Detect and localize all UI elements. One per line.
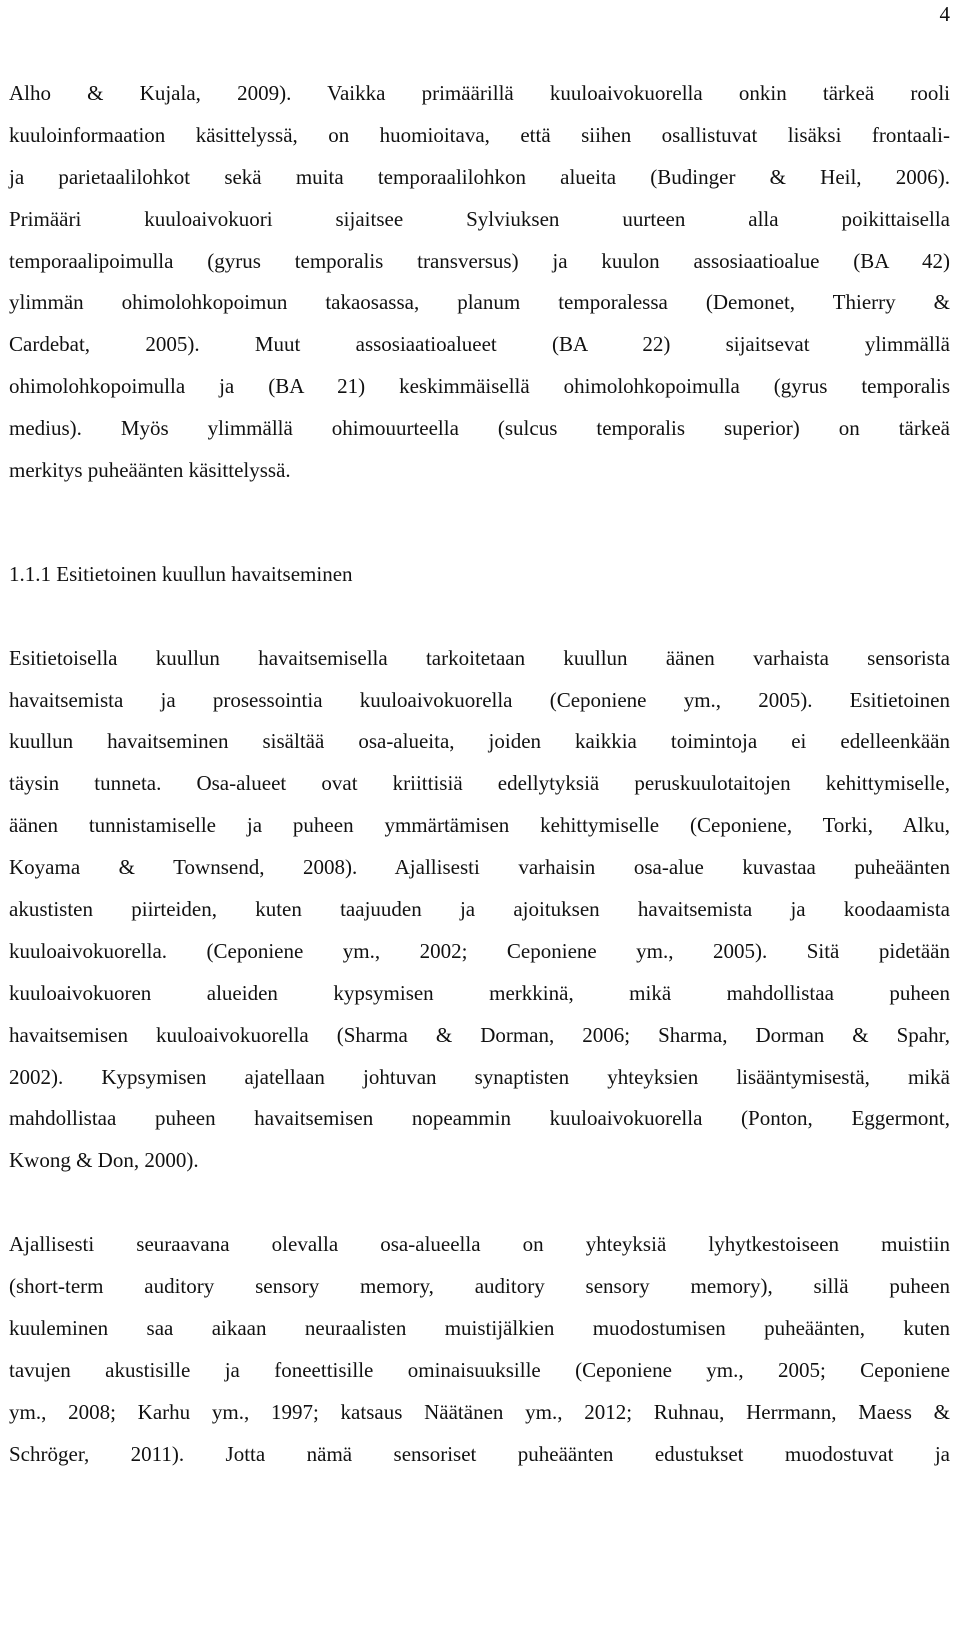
section-heading: 1.1.1 Esitietoinen kuullun havaitseminen	[9, 561, 353, 586]
text-line: Primääri kuuloaivokuori sijaitsee Sylviuksen uurteen alla poikittaisella	[9, 206, 950, 231]
text-line: kuuloinformaation käsittelyssä, on huomioitava, että siihen osallistuvat lisäksi frontaali-	[9, 122, 950, 147]
spacer	[9, 1182, 950, 1224]
text-line: Koyama & Townsend, 2008). Ajallisesti varhaisin osa-alue kuvastaa puheäänten	[9, 855, 950, 880]
paragraph-3	[9, 1224, 950, 1475]
text-line: täysin tunneta. Osa-alueet ovat kriittisiä edellytyksiä peruskuulotaitojen kehittymiselle,	[9, 771, 950, 796]
text-line: 2002). Kypsymisen ajatellaan johtuvan synaptisten yhteyksien lisääntymisestä, mikä	[9, 1064, 950, 1089]
text-line: Kwong & Don, 2000).	[9, 1148, 199, 1173]
text-line: akustisten piirteiden, kuten taajuuden ja ajoituksen havaitsemista ja koodaamista	[9, 897, 950, 922]
spacer	[9, 492, 950, 554]
text-line: ja parietaalilohkot sekä muita temporaalilohkon alueita (Budinger & Heil, 2006).	[9, 164, 950, 189]
text-line: merkitys puheäänten käsittelyssä.	[9, 458, 291, 483]
text-line: temporaalipoimulla (gyrus temporalis transversus) ja kuulon assosiaatioalue (BA 42)	[9, 248, 950, 273]
text-line: ylimmän ohimolohkopoimun takaosassa, planum temporalessa (Demonet, Thierry &	[9, 290, 950, 315]
text-line: Schröger, 2011). Jotta nämä sensoriset puheäänten edustukset muodostuvat ja	[9, 1441, 950, 1466]
text-line: kuuleminen saa aikaan neuraalisten muistijälkien muodostumisen puheäänten, kuten	[9, 1315, 950, 1340]
text-line: kuullun havaitseminen sisältää osa-alueita, joiden kaikkia toimintoja ei edelleenkään	[9, 729, 950, 754]
text-line: Ajallisesti seuraavana olevalla osa-alueella on yhteyksiä lyhytkestoiseen muistiin	[9, 1232, 950, 1257]
text-line: kuuloaivokuorella. (Ceponiene ym., 2002; Ceponiene ym., 2005). Sitä pidetään	[9, 938, 950, 963]
text-line: äänen tunnistamiselle ja puheen ymmärtämisen kehittymiselle (Ceponiene, Torki, Alku,	[9, 813, 950, 838]
spacer	[9, 596, 950, 638]
text-line: (short-term auditory sensory memory, auditory sensory memory), sillä puheen	[9, 1274, 950, 1299]
text-line: Alho & Kujala, 2009). Vaikka primäärillä kuuloaivokuorella onkin tärkeä rooli	[9, 81, 950, 105]
paragraph-1	[9, 73, 950, 492]
page-number: 4	[939, 2, 950, 26]
text-line: havaitsemisen kuuloaivokuorella (Sharma & Dorman, 2006; Sharma, Dorman & Spahr,	[9, 1022, 950, 1047]
text-line: tavujen akustisille ja foneettisille ominaisuuksille (Ceponiene ym., 2005; Ceponiene	[9, 1357, 950, 1382]
text-line: Esitietoisella kuullun havaitsemisella tarkoitetaan kuullun äänen varhaista sensorista	[9, 645, 950, 670]
text-line: mahdollistaa puheen havaitsemisen nopeammin kuuloaivokuorella (Ponton, Eggermont,	[9, 1106, 950, 1131]
text-line: kuuloaivokuoren alueiden kypsymisen merkkinä, mikä mahdollistaa puheen	[9, 980, 950, 1005]
text-line: ohimolohkopoimulla ja (BA 21) keskimmäisellä ohimolohkopoimulla (gyrus temporalis	[9, 374, 950, 399]
text-line: ym., 2008; Karhu ym., 1997; katsaus Näätänen ym., 2012; Ruhnau, Herrmann, Maess &	[9, 1399, 950, 1424]
text-line: Cardebat, 2005). Muut assosiaatioalueet (BA 22) sijaitsevat ylimmällä	[9, 332, 950, 357]
document-body	[9, 73, 950, 1476]
paragraph-2	[9, 638, 950, 1183]
text-line: medius). Myös ylimmällä ohimouurteella (sulcus temporalis superior) on tärkeä	[9, 416, 950, 441]
text-line: havaitsemista ja prosessointia kuuloaivokuorella (Ceponiene ym., 2005). Esitietoinen	[9, 687, 950, 712]
